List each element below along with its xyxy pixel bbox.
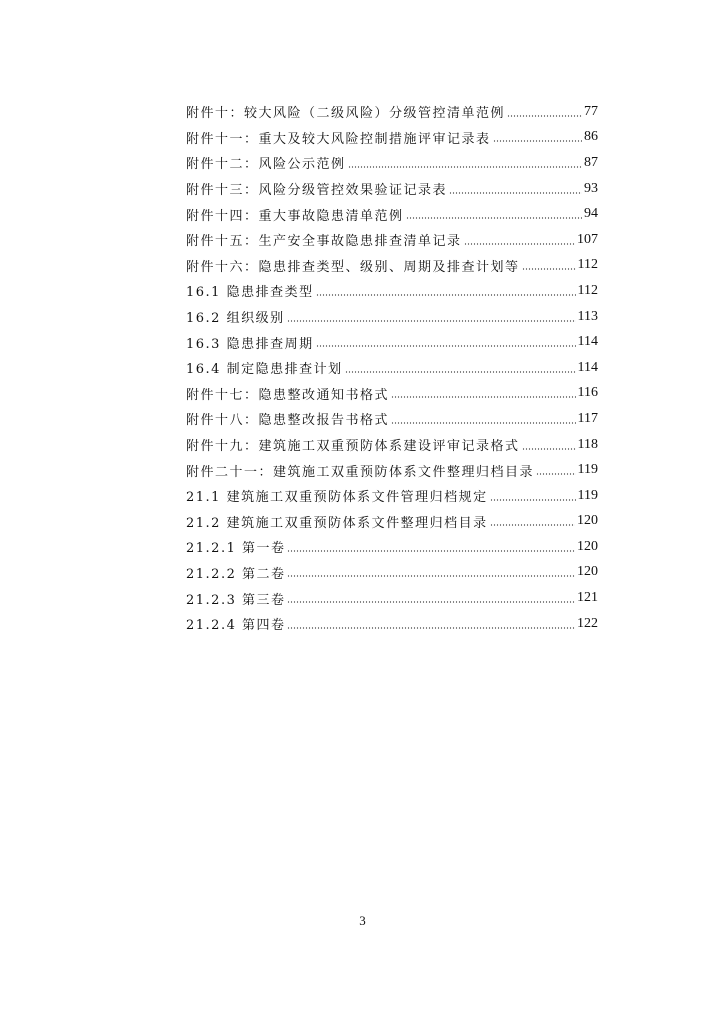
toc-entry[interactable]: [186, 560, 598, 586]
toc-entry-page: 120: [577, 564, 598, 580]
leader-dots: [316, 294, 576, 296]
toc-entry[interactable]: [186, 457, 598, 483]
leader-dots: [287, 627, 575, 629]
leader-dots: [391, 396, 576, 398]
leader-dots: [449, 192, 582, 194]
leader-dots: [287, 575, 575, 577]
toc-entry[interactable]: [186, 329, 598, 355]
toc-entry-page: 93: [584, 180, 598, 196]
toc-entry-page: 120: [577, 538, 598, 554]
leader-dots: [406, 217, 582, 219]
toc-entry-title: 附件十二：风险公示范例: [186, 157, 346, 173]
leader-dots: [522, 268, 576, 270]
toc-entry-page: 119: [577, 487, 598, 503]
leader-dots: [345, 371, 576, 373]
leader-dots: [287, 601, 575, 603]
leader-dots: [536, 473, 576, 475]
toc-entry-title: 附件十九：建筑施工双重预防体系建设评审记录格式: [186, 439, 520, 455]
toc-entry-title: 附件十五：生产安全事故隐患排查清单记录: [186, 234, 462, 250]
toc-entry-title: 16.4 制定隐患排查计划: [186, 362, 343, 378]
toc-entry[interactable]: [186, 585, 598, 611]
toc-entry-title: 附件十四：重大事故隐患清单范例: [186, 208, 404, 224]
toc-entry-title: 16.1 隐患排查类型: [186, 285, 314, 301]
toc-entry[interactable]: [186, 381, 598, 407]
toc-entry[interactable]: [186, 278, 598, 304]
toc-entry-title: 21.2.3 第三卷: [186, 592, 286, 608]
toc-entry-title: 21.1 建筑施工双重预防体系文件管理归档规定: [186, 490, 488, 506]
toc-entry[interactable]: [186, 611, 598, 637]
toc-entry-title: 附件二十一：建筑施工双重预防体系文件整理归档目录: [186, 464, 535, 480]
leader-dots: [507, 115, 582, 117]
toc-entry[interactable]: [186, 125, 598, 151]
toc-entry-page: 121: [577, 590, 598, 606]
toc-entry[interactable]: [186, 304, 598, 330]
toc-entry-title: 16.2 组织级别: [186, 311, 285, 327]
toc-entry[interactable]: [186, 355, 598, 381]
toc-entry-title: 21.2 建筑施工双重预防体系文件整理归档目录: [186, 515, 488, 531]
leader-dots: [287, 550, 575, 552]
toc-entry-title: 21.2.4 第四卷: [186, 618, 286, 634]
leader-dots: [522, 448, 576, 450]
toc-entry-page: 117: [577, 410, 598, 426]
toc-entry-page: 119: [577, 462, 598, 478]
toc-entry[interactable]: [186, 201, 598, 227]
leader-dots: [348, 166, 582, 168]
leader-dots: [391, 422, 576, 424]
toc-entry-title: 附件十三：风险分级管控效果验证记录表: [186, 183, 448, 199]
toc-entry-title: 21.2.2 第二卷: [186, 566, 286, 582]
toc-entry-title: 附件十八：隐患整改报告书格式: [186, 413, 390, 429]
toc-entry-page: 112: [577, 257, 598, 273]
toc-entry[interactable]: [186, 483, 598, 509]
table-of-contents: [186, 99, 598, 636]
toc-entry-page: 114: [577, 334, 598, 350]
toc-entry[interactable]: [186, 534, 598, 560]
toc-entry-page: 86: [584, 129, 598, 145]
toc-entry-page: 116: [577, 385, 598, 401]
toc-entry-page: 113: [577, 308, 598, 324]
toc-entry-page: 107: [577, 231, 598, 247]
toc-entry-title: 附件十七：隐患整改通知书格式: [186, 387, 390, 403]
leader-dots: [493, 140, 582, 142]
toc-entry[interactable]: [186, 406, 598, 432]
toc-entry[interactable]: [186, 150, 598, 176]
toc-entry-title: 附件十一：重大及较大风险控制措施评审记录表: [186, 131, 491, 147]
page-number: 3: [359, 913, 366, 928]
toc-entry-page: 114: [577, 359, 598, 375]
toc-entry-page: 77: [584, 103, 598, 119]
toc-entry-title: 附件十：较大风险（二级风险）分级管控清单范例: [186, 106, 506, 122]
leader-dots: [316, 345, 576, 347]
toc-entry-page: 87: [584, 154, 598, 170]
toc-entry[interactable]: [186, 227, 598, 253]
toc-entry-title: 21.2.1 第一卷: [186, 541, 286, 557]
toc-entry-title: 16.3 隐患排查周期: [186, 336, 314, 352]
toc-entry[interactable]: [186, 432, 598, 458]
toc-entry-page: 112: [577, 282, 598, 298]
leader-dots: [490, 499, 576, 501]
toc-entry[interactable]: [186, 176, 598, 202]
toc-entry[interactable]: [186, 253, 598, 279]
toc-entry[interactable]: [186, 509, 598, 535]
toc-entry-page: 118: [577, 436, 598, 452]
toc-entry[interactable]: [186, 99, 598, 125]
toc-entry-page: 122: [577, 615, 598, 631]
leader-dots: [490, 524, 575, 526]
leader-dots: [464, 243, 575, 245]
toc-entry-page: 120: [577, 513, 598, 529]
toc-entry-page: 94: [584, 206, 598, 222]
leader-dots: [287, 320, 576, 322]
toc-entry-title: 附件十六：隐患排查类型、级别、周期及排查计划等: [186, 259, 520, 275]
